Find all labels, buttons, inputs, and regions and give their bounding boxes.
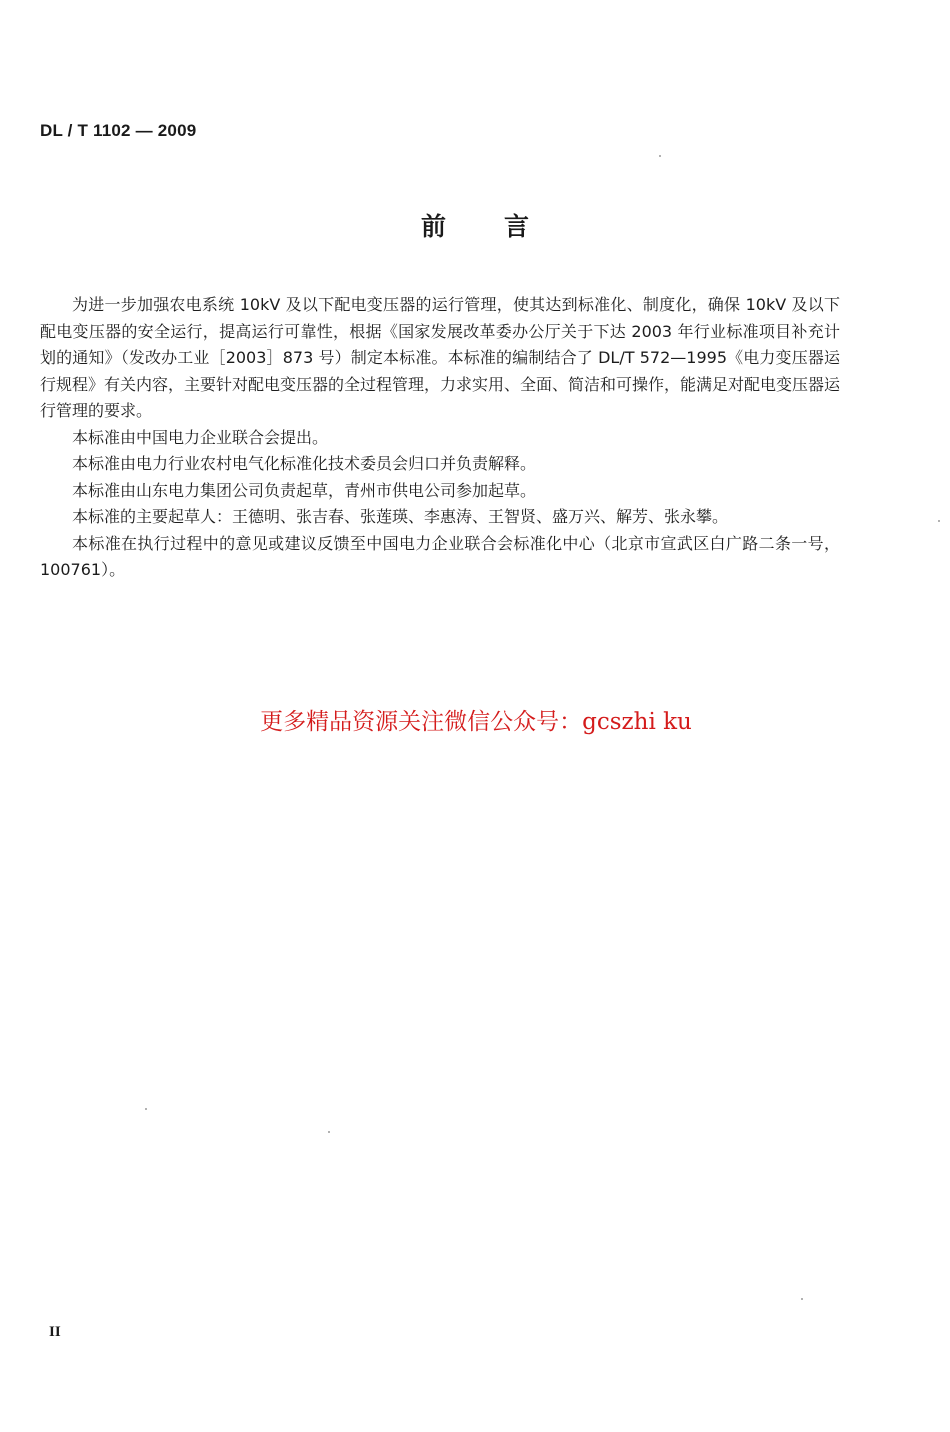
scan-speck — [938, 520, 940, 522]
document-number: DL / T 1102 — 2009 — [40, 121, 197, 140]
paragraph-drafting-units: 本标准由山东电力集团公司负责起草，青州市供电公司参加起草。 — [72, 480, 537, 500]
page-number: II — [49, 1324, 61, 1340]
paragraph-responsible-committee: 本标准由电力行业农村电气化标准化技术委员会归口并负责解释。 — [72, 454, 537, 473]
paragraph-intro: 为进一步加强农电系统 10kV 及以下配电变压器的运行管理，使其达到标准化、制度化，确保 10kV 及以下配电变压器的安全运行，提高运行可靠性，根据《国家发展改革委办公厅关于下达 2003 年行业标准项目补充计划的通知》（发改办工业［2003］873 号）制定本标准。本标准的编制结合了 DL/T 572—1995《电力变压器运行规程》有关内容，主要针对配电变压器的全过程管理，力求实用、全面、简洁和可操作，能满足对配电变压器运行管理的要求。 — [40, 295, 841, 420]
scan-speck — [145, 1108, 147, 1110]
scan-speck — [659, 155, 661, 157]
paragraph-proposer: 本标准由中国电力企业联合会提出。 — [72, 427, 329, 447]
scan-speck — [328, 1131, 330, 1133]
paragraph-main-drafters: 本标准的主要起草人：王德明、张吉春、张莲瑛、李惠涛、王智贤、盛万兴、解芳、张永攀。 — [72, 507, 729, 526]
scan-speck — [801, 1298, 803, 1300]
page-title: 前言 — [420, 212, 587, 241]
watermark-text: 更多精品资源关注微信公众号：gcszhi ku — [260, 709, 692, 735]
preface-body — [40, 292, 840, 584]
paragraph-feedback: 本标准在执行过程中的意见或建议反馈至中国电力企业联合会标准化中心（北京市宣武区白广路二条一号，100761）。 — [40, 533, 840, 579]
